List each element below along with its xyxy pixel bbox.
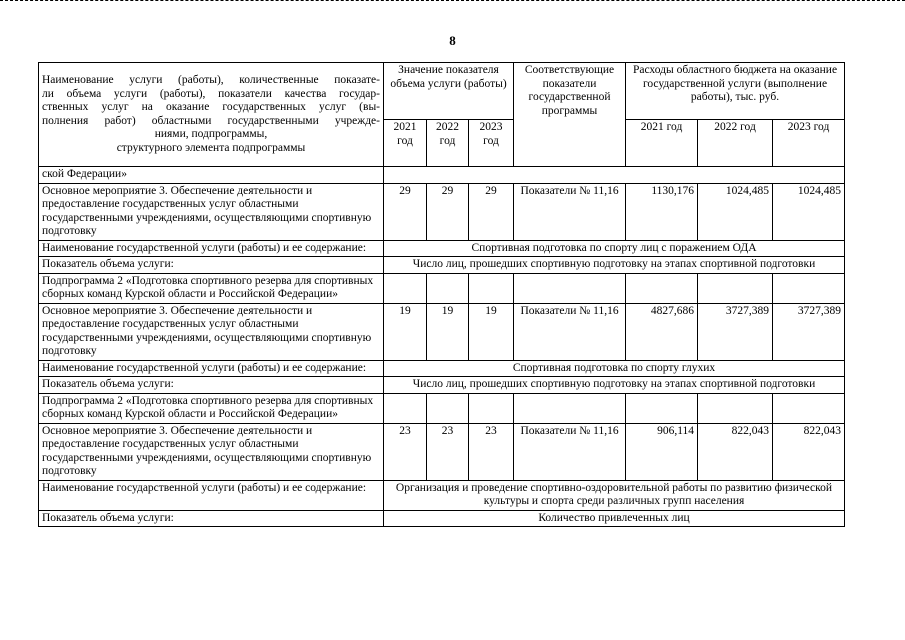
table-row xyxy=(39,183,845,240)
empty-cell xyxy=(427,393,469,423)
expense-2021-cell: 4827,686 xyxy=(626,303,698,360)
empty-cell xyxy=(698,273,773,303)
table-row xyxy=(39,480,845,510)
service-name-cell: Организация и проведение спортивно-оздоровительной работы по развитию физической культуры и спорта среди различных групп населения xyxy=(384,480,845,510)
header-name-line: Наименование услуги (работы), количественные показате- xyxy=(42,74,380,86)
table-row xyxy=(39,360,845,377)
empty-cell xyxy=(384,273,427,303)
table-row xyxy=(39,240,845,257)
header-exp-year-2021: 2021 год xyxy=(626,120,698,167)
indicator-value-cell: Число лиц, прошедших спортивную подготовку на этапах спортивной подготовки xyxy=(384,257,845,274)
service-name-cell: Спортивная подготовка по спорту глухих xyxy=(384,360,845,377)
header-year-2023: 2023 год xyxy=(469,120,514,167)
budget-table xyxy=(38,62,845,527)
row-name-cell: Основное мероприятие 3. Обеспечение деятельности и предоставление государственных услуг областными государственными учреждениями, осуществляющими спортивную подготовку xyxy=(39,423,384,480)
table-row xyxy=(39,273,845,303)
expense-2022-cell: 3727,389 xyxy=(698,303,773,360)
program-indicator-cell: Показатели № 11,16 xyxy=(514,183,626,240)
table-row xyxy=(39,393,845,423)
empty-cell xyxy=(773,393,845,423)
expense-2021-cell: 1130,176 xyxy=(626,183,698,240)
row-name-cell: Основное мероприятие 3. Обеспечение деятельности и предоставление государственных услуг областными государственными учреждениями, осуществляющими спортивную подготовку xyxy=(39,183,384,240)
table-body xyxy=(39,167,845,527)
value-2023-cell: 29 xyxy=(469,183,514,240)
row-name-cell: Подпрограмма 2 «Подготовка спортивного резерва для спортивных сборных команд Курской области и Российской Федерации» xyxy=(39,393,384,423)
row-name-cell: Показатель объема услуги: xyxy=(39,257,384,274)
page-top-border xyxy=(0,0,905,1)
value-2021-cell: 23 xyxy=(384,423,427,480)
value-2021-cell: 19 xyxy=(384,303,427,360)
empty-cell xyxy=(514,393,626,423)
value-2022-cell: 19 xyxy=(427,303,469,360)
empty-cell xyxy=(698,393,773,423)
row-name-cell: Основное мероприятие 3. Обеспечение деятельности и предоставление государственных услуг областными государственными учреждениями, осуществляющими спортивную подготовку xyxy=(39,303,384,360)
header-row-1 xyxy=(39,63,845,120)
row-name-cell: Наименование государственной услуги (работы) и ее содержание: xyxy=(39,240,384,257)
header-exp-year-2022: 2022 год xyxy=(698,120,773,167)
service-name-cell: Спортивная подготовка по спорту лиц с поражением ОДА xyxy=(384,240,845,257)
expense-2023-cell: 822,043 xyxy=(773,423,845,480)
table-row xyxy=(39,377,845,394)
header-name-line: ственных услуг на оказание государственных услуг (вы- xyxy=(42,101,380,113)
header-name-line: ли объема услуги (работы), показатели качества государ- xyxy=(42,87,380,100)
empty-cell xyxy=(384,393,427,423)
expense-2023-cell: 1024,485 xyxy=(773,183,845,240)
header-exp-year-2023: 2023 год xyxy=(773,120,845,167)
expense-2023-cell: 3727,389 xyxy=(773,303,845,360)
header-name-line: ниями, подпрограммы, xyxy=(154,128,268,140)
empty-cell xyxy=(773,273,845,303)
table-row xyxy=(39,167,845,184)
header-value-col: Значение показателя объема услуги (работы) xyxy=(384,63,514,120)
row-name-cell: Подпрограмма 2 «Подготовка спортивного резерва для спортивных сборных команд Курской области и Российской Федерации» xyxy=(39,273,384,303)
empty-cell xyxy=(514,273,626,303)
header-name-line: структурного элемента подпрограммы xyxy=(116,141,306,154)
row-name-cell: Показатель объема услуги: xyxy=(39,377,384,394)
indicator-value-cell: Число лиц, прошедших спортивную подготовку на этапах спортивной подготовки xyxy=(384,377,845,394)
program-indicator-cell: Показатели № 11,16 xyxy=(514,423,626,480)
row-name-cell: Показатель объема услуги: xyxy=(39,510,384,527)
expense-2021-cell: 906,114 xyxy=(626,423,698,480)
expense-2022-cell: 822,043 xyxy=(698,423,773,480)
value-2023-cell: 23 xyxy=(469,423,514,480)
header-expense-col: Расходы областного бюджета на оказание государственной услуги (выполнение работы), тыс. руб. xyxy=(626,63,845,120)
header-name-col xyxy=(39,63,384,167)
page-number: 8 xyxy=(449,33,456,48)
empty-cell xyxy=(427,273,469,303)
header-name-line: полнения работ) областными государственными учрежде- xyxy=(42,114,380,127)
empty-cell xyxy=(469,273,514,303)
indicator-value-cell: Количество привлеченных лиц xyxy=(384,510,845,527)
row-name-cell: Наименование государственной услуги (работы) и ее содержание: xyxy=(39,480,384,510)
value-2023-cell: 19 xyxy=(469,303,514,360)
table-row xyxy=(39,510,845,527)
header-year-2022: 2022 год xyxy=(427,120,469,167)
row-name-cell: ской Федерации» xyxy=(39,167,384,184)
value-2021-cell: 29 xyxy=(384,183,427,240)
program-indicator-cell: Показатели № 11,16 xyxy=(514,303,626,360)
empty-cell xyxy=(626,273,698,303)
value-2022-cell: 29 xyxy=(427,183,469,240)
expense-2022-cell: 1024,485 xyxy=(698,183,773,240)
header-program-col: Соответствующие показатели государственной программы xyxy=(514,63,626,167)
table-row xyxy=(39,423,845,480)
empty-cell xyxy=(626,393,698,423)
value-2022-cell: 23 xyxy=(427,423,469,480)
table-row xyxy=(39,303,845,360)
table-row xyxy=(39,257,845,274)
header-year-2021: 2021 год xyxy=(384,120,427,167)
row-name-cell: Наименование государственной услуги (работы) и ее содержание: xyxy=(39,360,384,377)
continuation-cell xyxy=(384,167,845,184)
empty-cell xyxy=(469,393,514,423)
